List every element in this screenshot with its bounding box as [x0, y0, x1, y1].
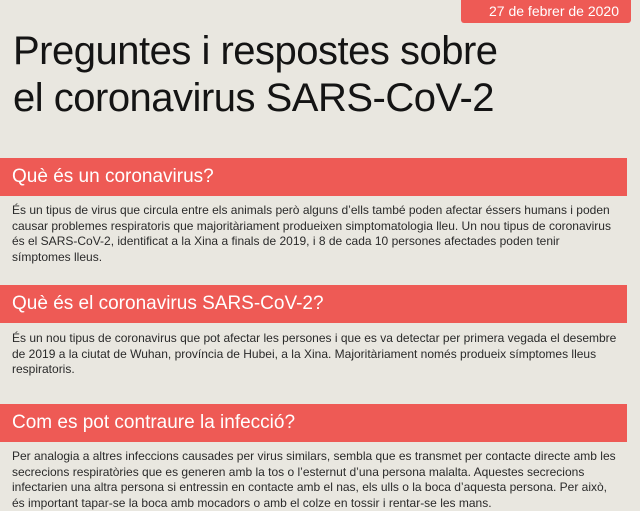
section-question: Què és un coronavirus?: [12, 166, 214, 187]
section-question: Què és el coronavirus SARS-CoV-2?: [12, 293, 324, 314]
section-header-how-infection: [0, 404, 627, 442]
section-answer: És un nou tipus de coronavirus que pot afectar les persones i que es va detectar per primera vegada el desembre de 2019 a la ciutat de Wuhan, província de Hubei, a la Xina. Majoritàriament només produeix símptomes lleus respiratoris.: [12, 331, 617, 376]
page-title-line-2: el coronavirus SARS-CoV-2: [13, 76, 495, 120]
section-answer: Per analogia a altres infeccions causades per virus similars, sembla que es transmet per contacte directe amb les secrecions respiratòries que es generen amb la tos o l’esternut d’una persona malalta. Aquestes secrecions infectarien una altra persona si entressin en contacte amb el nas, els ulls o la boca d’aquesta persona. Per això, és important tapar-se la boca amb mocadors o amb el colze en tossir i rentar-se les mans.: [12, 449, 616, 510]
date-badge: 27 de febrer de 2020: [461, 0, 631, 23]
section-answer: És un tipus de virus que circula entre els animals però alguns d’ells també poden afectar éssers humans i poden causar problemes respiratoris que majoritàriament produeixen simptomatologia lleu. Un nou tipus de coronavirus és el SARS-CoV-2, identificat a la Xina a finals de 2019, i 8 de cada 10 persones afectades poden tenir símptomes lleus.: [12, 203, 611, 264]
page-title: [13, 28, 633, 122]
page-title-line-1: Preguntes i respostes sobre: [13, 29, 498, 73]
section-header-what-is-sars-cov-2: [0, 285, 627, 323]
section-header-what-is-coronavirus: [0, 158, 627, 196]
section-question: Com es pot contraure la infecció?: [12, 412, 296, 433]
